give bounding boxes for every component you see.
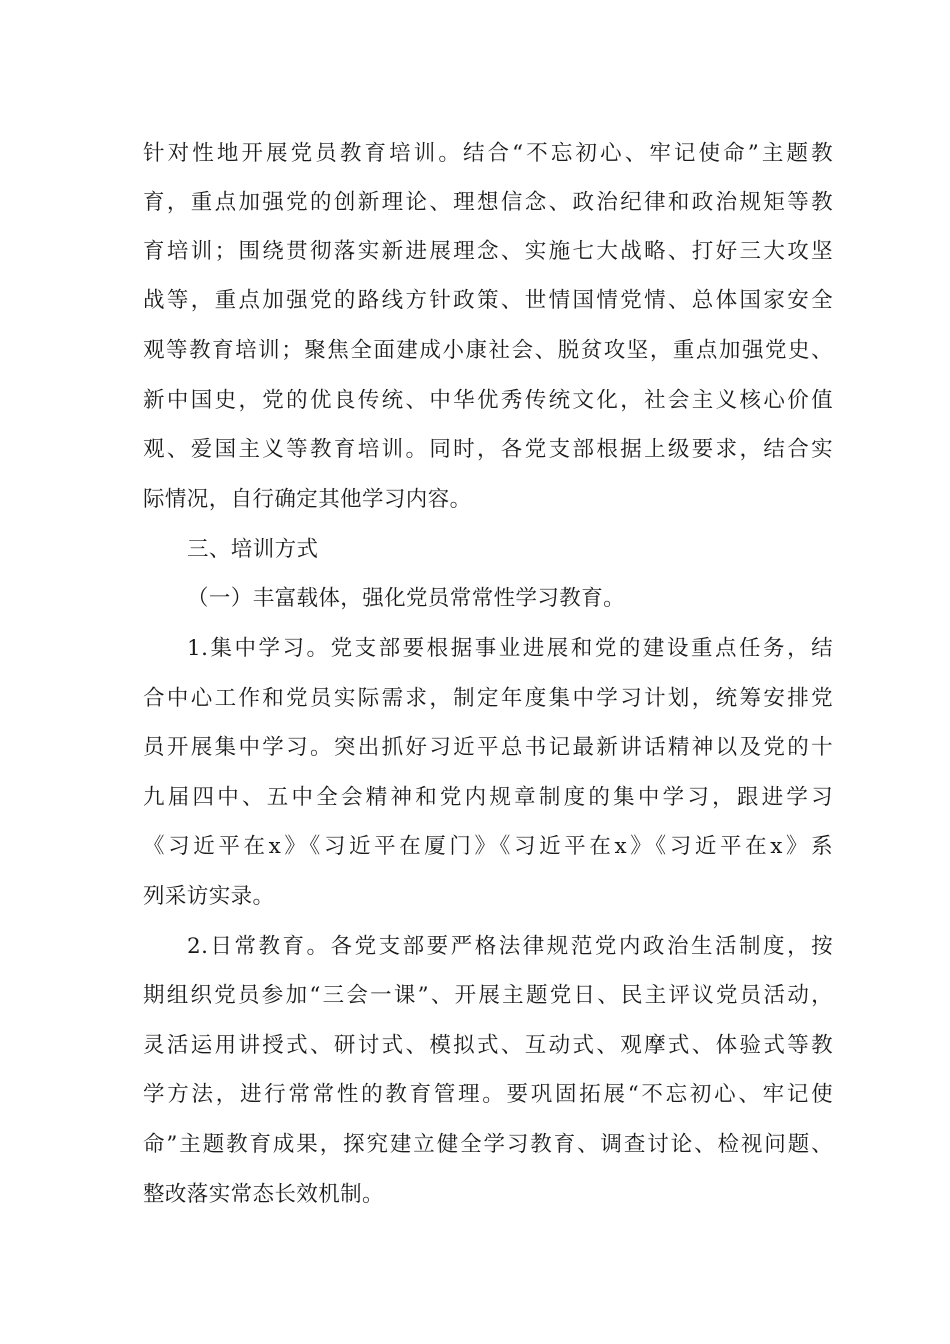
paragraph-line: 观、爱国主义等教育培训。同时，各党支部根据上级要求，结合实: [143, 437, 833, 462]
paragraph-line: 育培训；围绕贯彻落实新进展理念、实施七大战略、打好三大攻坚: [143, 239, 833, 264]
paragraph-line: 战等，重点加强党的路线方针政策、世情国情党情、总体国家安全: [143, 288, 833, 313]
paragraph-line: 学方法，进行常常性的教育管理。要巩固拓展“不忘初心、牢记使: [143, 1082, 833, 1107]
paragraph-line: 九届四中、五中全会精神和党内规章制度的集中学习，跟进学习: [143, 785, 833, 810]
paragraph-line: 1.集中学习。党支部要根据事业进展和党的建设重点任务，结: [187, 636, 833, 661]
paragraph-line: 灵活运用讲授式、研讨式、模拟式、互动式、观摩式、体验式等教: [143, 1033, 833, 1058]
paragraph-line: 2.日常教育。各党支部要严格法律规范党内政治生活制度，按: [187, 934, 833, 959]
paragraph-line: 员开展集中学习。突出抓好习近平总书记最新讲话精神以及党的十: [143, 735, 833, 760]
paragraph-line: 针对性地开展党员教育培训。结合“不忘初心、牢记使命”主题教: [143, 141, 833, 166]
paragraph-line: 际情况，自行确定其他学习内容。: [143, 487, 472, 512]
paragraph-line: 新中国史，党的优良传统、中华优秀传统文化，社会主义核心价值: [143, 388, 833, 413]
paragraph-line: 期组织党员参加“三会一课”、开展主题党日、民主评议党员活动，: [143, 983, 833, 1008]
subsection-heading: （一）丰富载体，强化党员常常性学习教育。: [187, 586, 626, 611]
paragraph-line: 命”主题教育成果，探究建立健全学习教育、调查讨论、检视问题、: [143, 1132, 833, 1157]
paragraph-line: 合中心工作和党员实际需求，制定年度集中学习计划，统筹安排党: [143, 686, 833, 711]
section-heading: 三、培训方式: [187, 537, 319, 562]
paragraph-line: 列采访实录。: [143, 884, 275, 909]
paragraph-line: 整改落实常态长效机制。: [143, 1182, 384, 1207]
paragraph-line: 《习近平在x》《习近平在厦门》《习近平在x》《习近平在x》系: [143, 834, 833, 859]
paragraph-line: 育，重点加强党的创新理论、理想信念、政治纪律和政治规矩等教: [143, 190, 833, 215]
paragraph-line: 观等教育培训；聚焦全面建成小康社会、脱贫攻坚，重点加强党史、: [143, 338, 833, 363]
